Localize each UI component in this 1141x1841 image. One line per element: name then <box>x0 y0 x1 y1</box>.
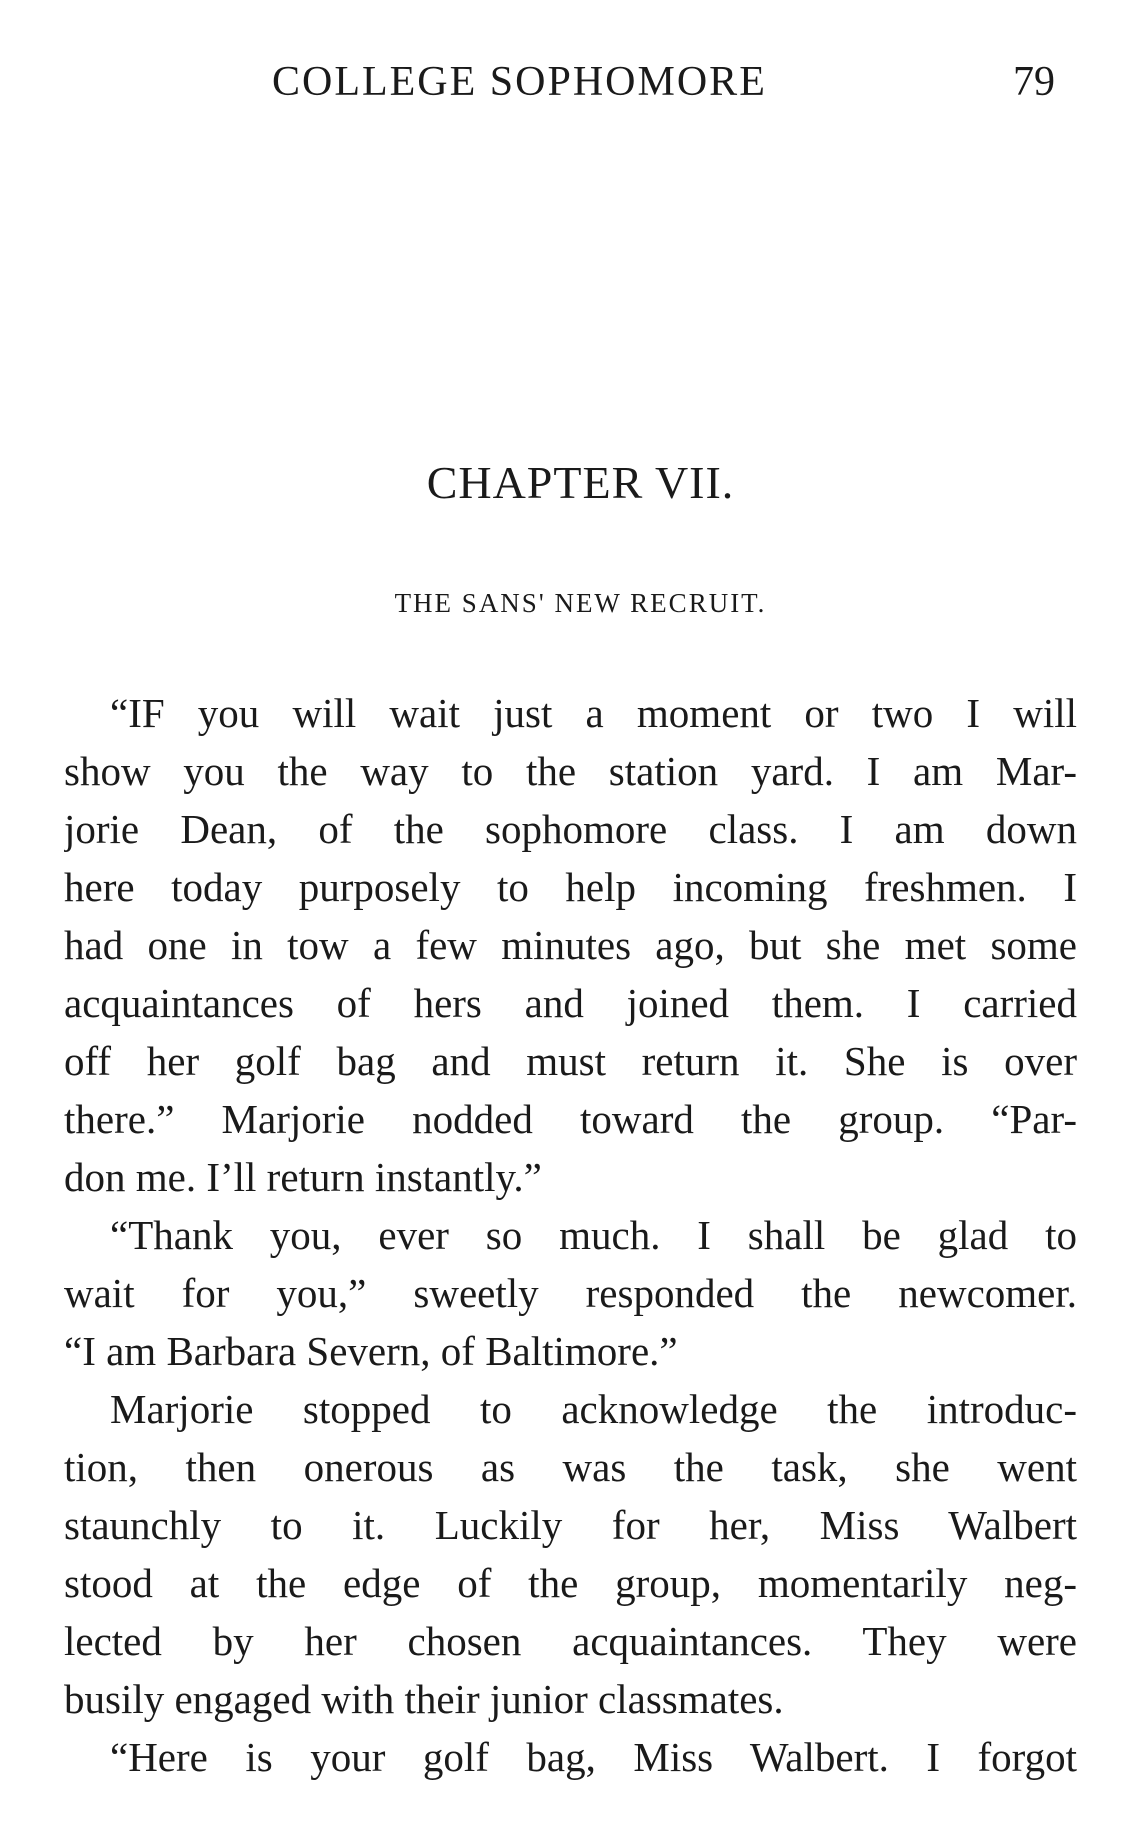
text-line: had one in tow a few minutes ago, but she met some <box>64 922 1077 968</box>
chapter-heading: CHAPTER VII. <box>426 457 735 508</box>
text-line: “I am Barbara Severn, of Baltimore.” <box>64 1328 678 1374</box>
running-title: COLLEGE SOPHOMORE <box>272 59 767 105</box>
text-line: Marjorie stopped to acknowledge the introduc- <box>110 1386 1077 1432</box>
text-line: “Here is your golf bag, Miss Walbert. I forgot <box>110 1734 1077 1780</box>
text-line: stood at the edge of the group, momentarily neg- <box>64 1560 1077 1606</box>
body-text <box>64 684 1077 1786</box>
text-line: wait for you,” sweetly responded the newcomer. <box>64 1270 1077 1316</box>
text-line: lected by her chosen acquaintances. They were <box>64 1618 1077 1664</box>
text-line: “Thank you, ever so much. I shall be glad to <box>110 1212 1077 1258</box>
text-line: there.” Marjorie nodded toward the group. “Par- <box>64 1096 1077 1142</box>
text-line: show you the way to the station yard. I am Mar- <box>64 748 1077 794</box>
text-line: jorie Dean, of the sophomore class. I am down <box>64 806 1077 852</box>
text-line: here today purposely to help incoming freshmen. I <box>64 864 1077 910</box>
running-head <box>0 58 1141 118</box>
text-line: off her golf bag and must return it. She is over <box>64 1038 1077 1084</box>
text-line: acquaintances of hers and joined them. I carried <box>64 980 1077 1026</box>
page-number: 79 <box>1013 59 1055 105</box>
text-line: busily engaged with their junior classmates. <box>64 1676 784 1722</box>
text-line: “IF you will wait just a moment or two I will <box>110 690 1077 736</box>
text-line: don me. I’ll return instantly.” <box>64 1154 542 1200</box>
chapter-subtitle: THE SANS' NEW RECRUIT. <box>394 588 767 618</box>
text-line: tion, then onerous as was the task, she went <box>64 1444 1077 1490</box>
text-line: staunchly to it. Luckily for her, Miss Walbert <box>64 1502 1077 1548</box>
